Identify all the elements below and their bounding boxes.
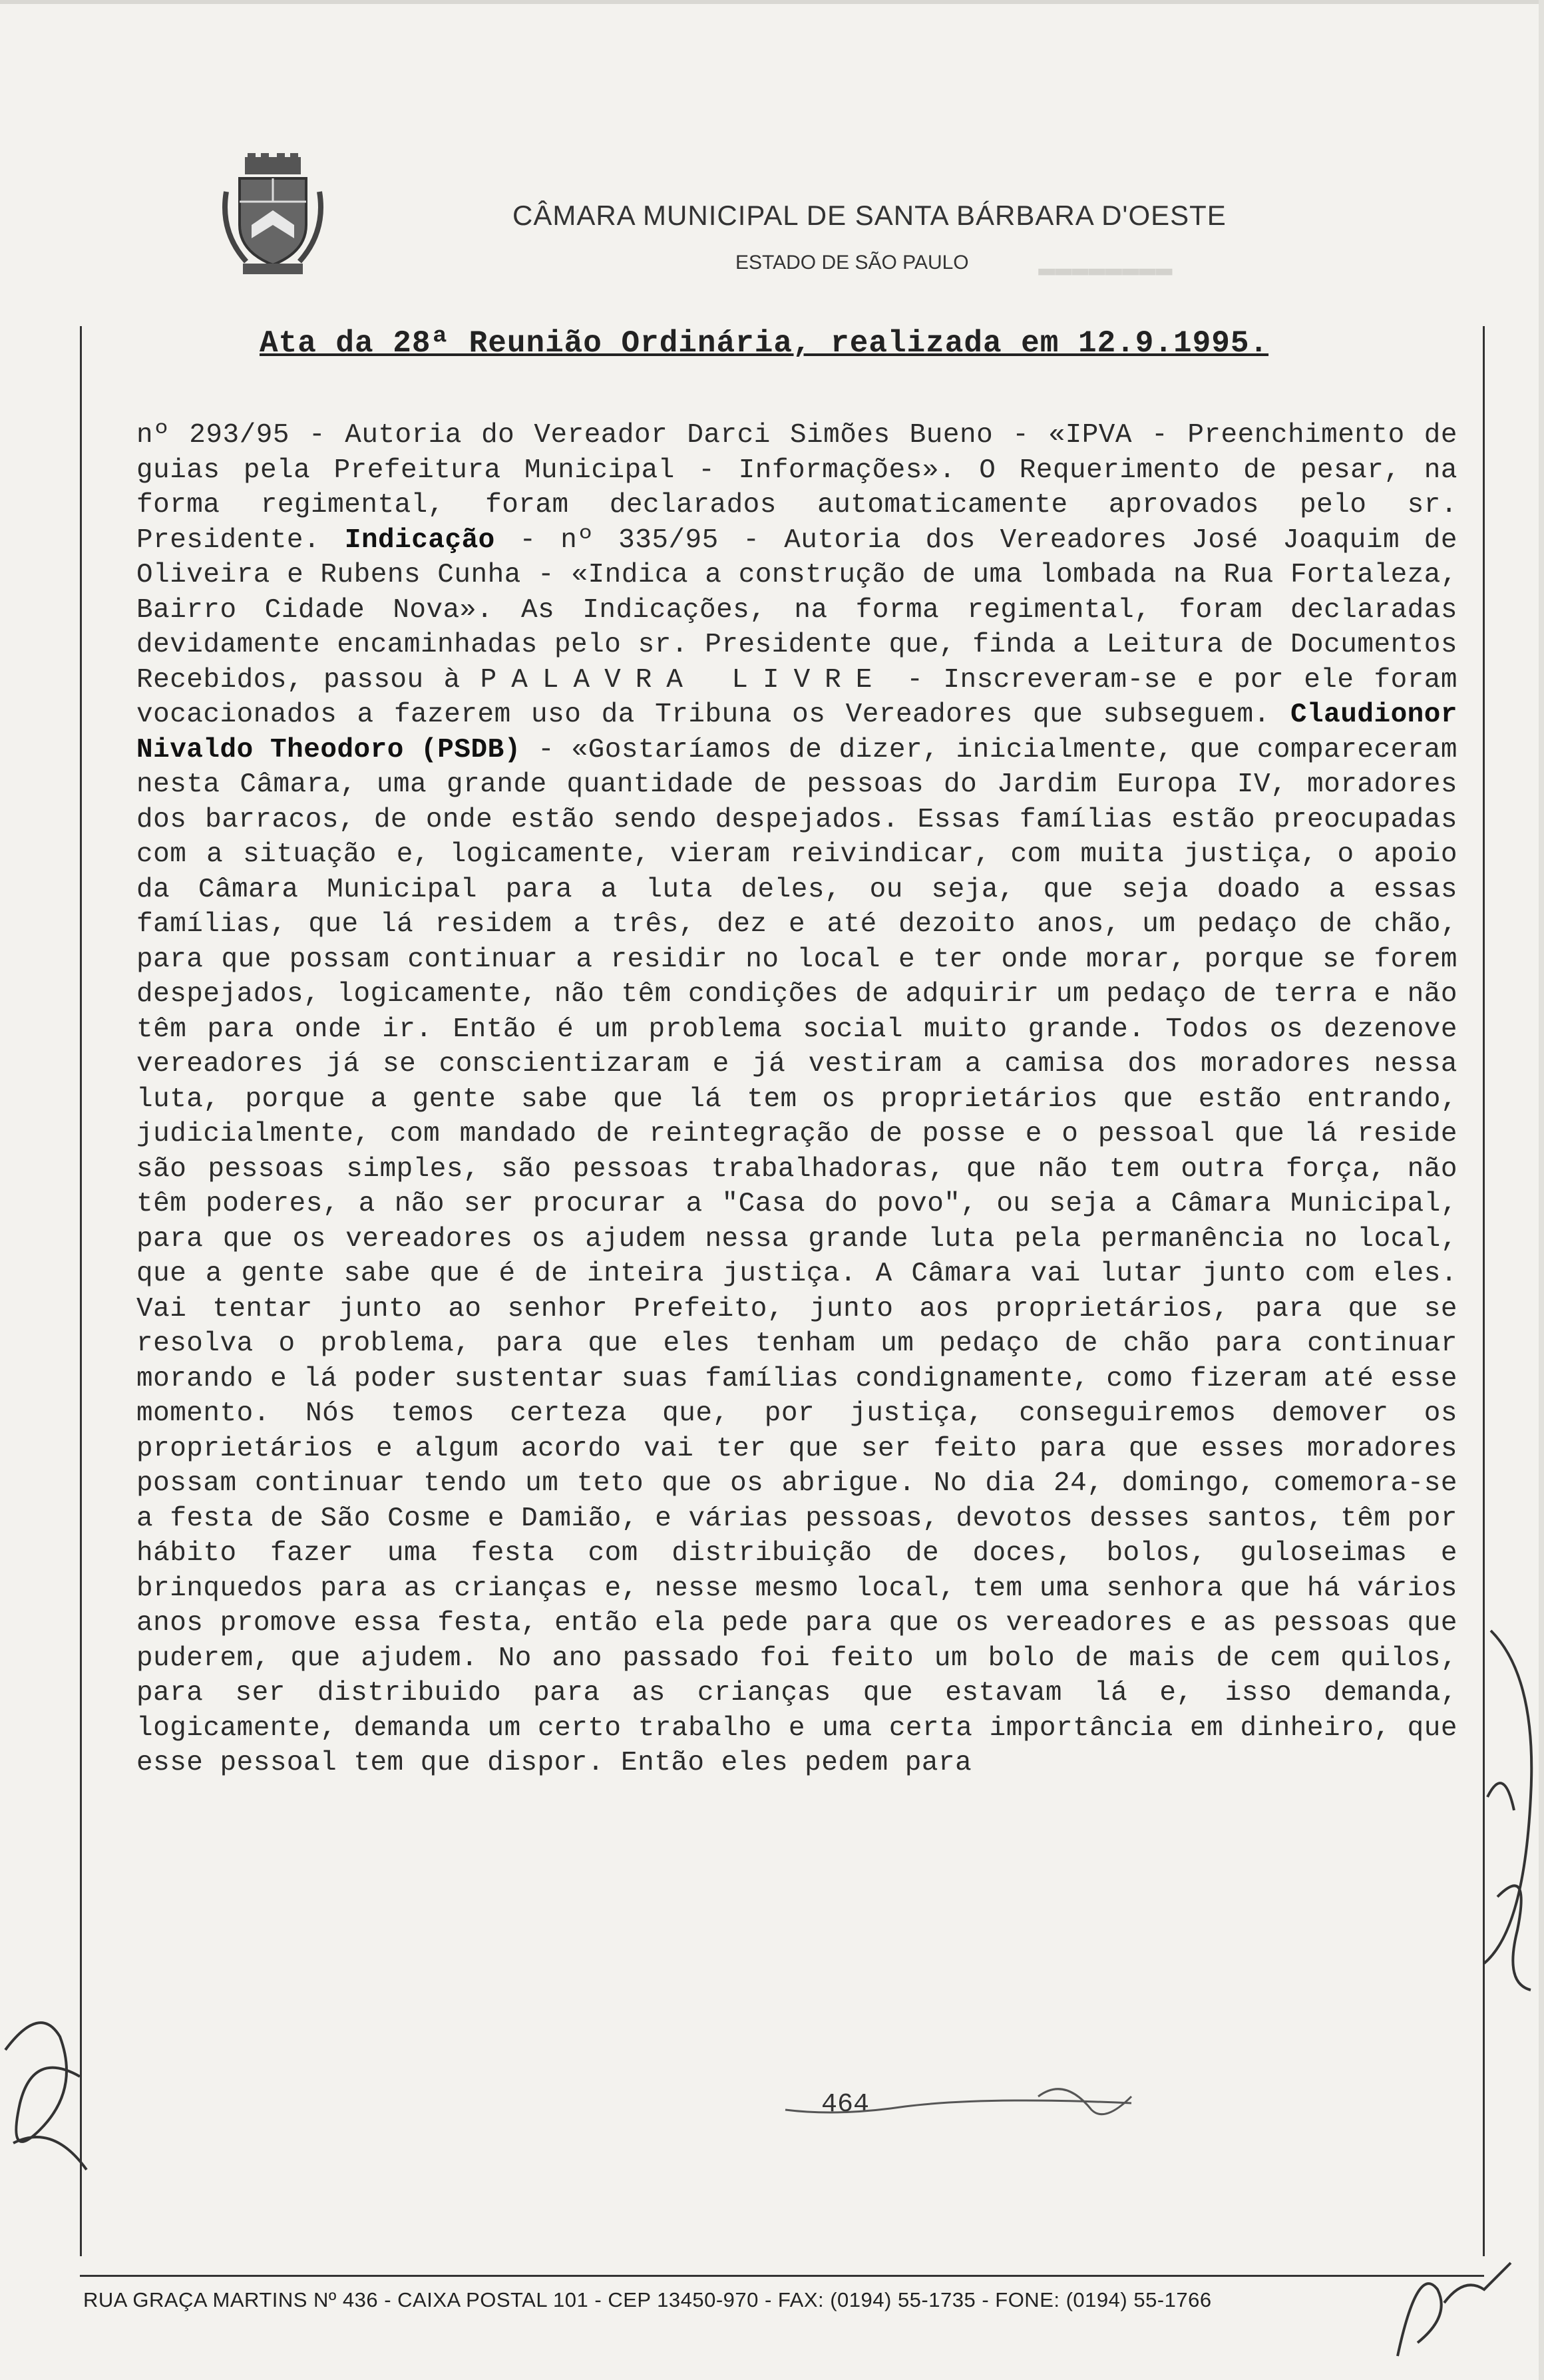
bleed-through-text: ▬▬▬▬▬▬▬▬ xyxy=(1038,253,1173,285)
page-frame-right xyxy=(1483,326,1485,2256)
palavra-livre-label: PALAVRA LIVRE xyxy=(480,664,887,695)
page-edge xyxy=(1539,0,1544,2380)
page-edge xyxy=(0,0,1544,4)
signature-left-margin xyxy=(5,2023,87,2170)
signature-right-margin xyxy=(1484,1631,1531,1990)
page-frame-left xyxy=(80,326,82,2256)
indicacao-label: Indicação xyxy=(344,524,495,556)
paragraph-text: - «Gostaríamos de dizer, inicialmente, que compareceram nesta Câmara, uma grande quantidade de pessoas do Jardim Europa IV, moradores dos barracos, de onde estão sendo despejados. Essas famílias estão preocupadas com a situação e, logicamente, vieram reivindicar, com muita justiça, o apoio da Câmara Municipal para a luta deles, ou seja, que seja doado a essas famílias, que lá residem a três, dez e até dezoito anos, um pedaço de chão, para que possam continuar a residir no local e ter onde morar, porque se forem despejados, logicamente, não têm condições de adquirir um pedaço de terra e não têm para onde ir. Então é um problema social muito grande. Todos os dezenove vereadores já se conscientizaram e já vestiram a camisa dos moradores nessa luta, porque a gente sabe que lá tem os proprietários que estão entrando, judicialmente, com mandado de reintegração de posse e o pessoal que lá reside são pessoas simples, são pessoas trabalhadoras, que não tem outra força, não têm poderes, a não ser procurar a "Casa do povo", ou seja a Câmara Municipal, para que os vereadores os ajudem nessa grande luta pela permanência no local, que a gente sabe que é de inteira justiça. A Câmara vai lutar junto com eles. Vai tentar junto ao senhor Prefeito, junto aos proprietários, para que se resolva o problema, para que eles tenham um pedaço de chão para continuar morando e lá poder sustentar suas famílias condignamente, como fizeram até esse momento. Nós temos certeza que, por justiça, conseguiremos demover os proprietários e algum acordo vai ter que ser feito para que esses moradores possam continuar tendo um teto que os abrigue. No dia 24, domingo, comemora-se a festa de São Cosme e Damião, e várias pessoas, devotos desses santos, têm por hábito fazer uma festa com distribuição de doces, bolos, guloseimas e brinquedos para as crianças e, nesse mesmo local, tem uma senhora que há vários anos promove essa festa, então ela pede para que os vereadores e as pessoas que puderem, que ajudem. No ano passado foi feito um bolo de mais de cem quilos, para ser distribuido para as crianças que estavam lá e, isso demanda, logicamente, demanda um certo trabalho e uma certa importância em dinheiro, que esse pessoal tem que dispor. Então eles pedem para xyxy=(136,734,1457,1778)
footer-divider xyxy=(80,2275,1484,2277)
footer-address: RUA GRAÇA MARTINS Nº 436 - CAIXA POSTAL 101 - CEP 13450-970 - FAX: (0194) 55-1735 - FONE: (0194) 55-1766 xyxy=(83,2288,1212,2311)
paragraph-text: - Inscreveram-se e por ele foram vocacionados a fazerem uso da Tribuna os Vereadores que subseguem. xyxy=(136,664,1457,730)
page-number: 464 xyxy=(821,2090,869,2120)
organization-name: CÂMARA MUNICIPAL DE SANTA BÁRBARA D'OESTE xyxy=(512,200,1227,231)
minute-body xyxy=(136,418,1457,2049)
minute-title: Ata da 28ª Reunião Ordinária, realizada em 12.9.1995. xyxy=(260,326,1269,361)
municipal-coat-of-arms-icon xyxy=(220,152,326,278)
paragraph-text: nº 293/95 - Autoria do Vereador Darci Simões Bueno - «IPVA - Preenchimento de guias pela Prefeitura Municipal - Informações». O Requerimento de pesar, na forma regimental, foram declarados automaticamente aprovados pelo sr. Presidente. xyxy=(136,420,1457,556)
paragraph-text: - nº 335/95 - Autoria dos Vereadores José Joaquim de Oliveira e Rubens Cunha - «Indica a construção de uma lombada na Rua Fortaleza, Bairro Cidade Nova». As Indicações, na forma regimental, foram declaradas devidamente encaminhadas pelo sr. Presidente que, finda a Leitura de Documentos Recebidos, passou à xyxy=(136,524,1457,695)
state-name: ESTADO DE SÃO PAULO xyxy=(735,252,969,274)
speaker-name: Claudionor Nivaldo Theodoro (PSDB) xyxy=(136,699,1457,765)
